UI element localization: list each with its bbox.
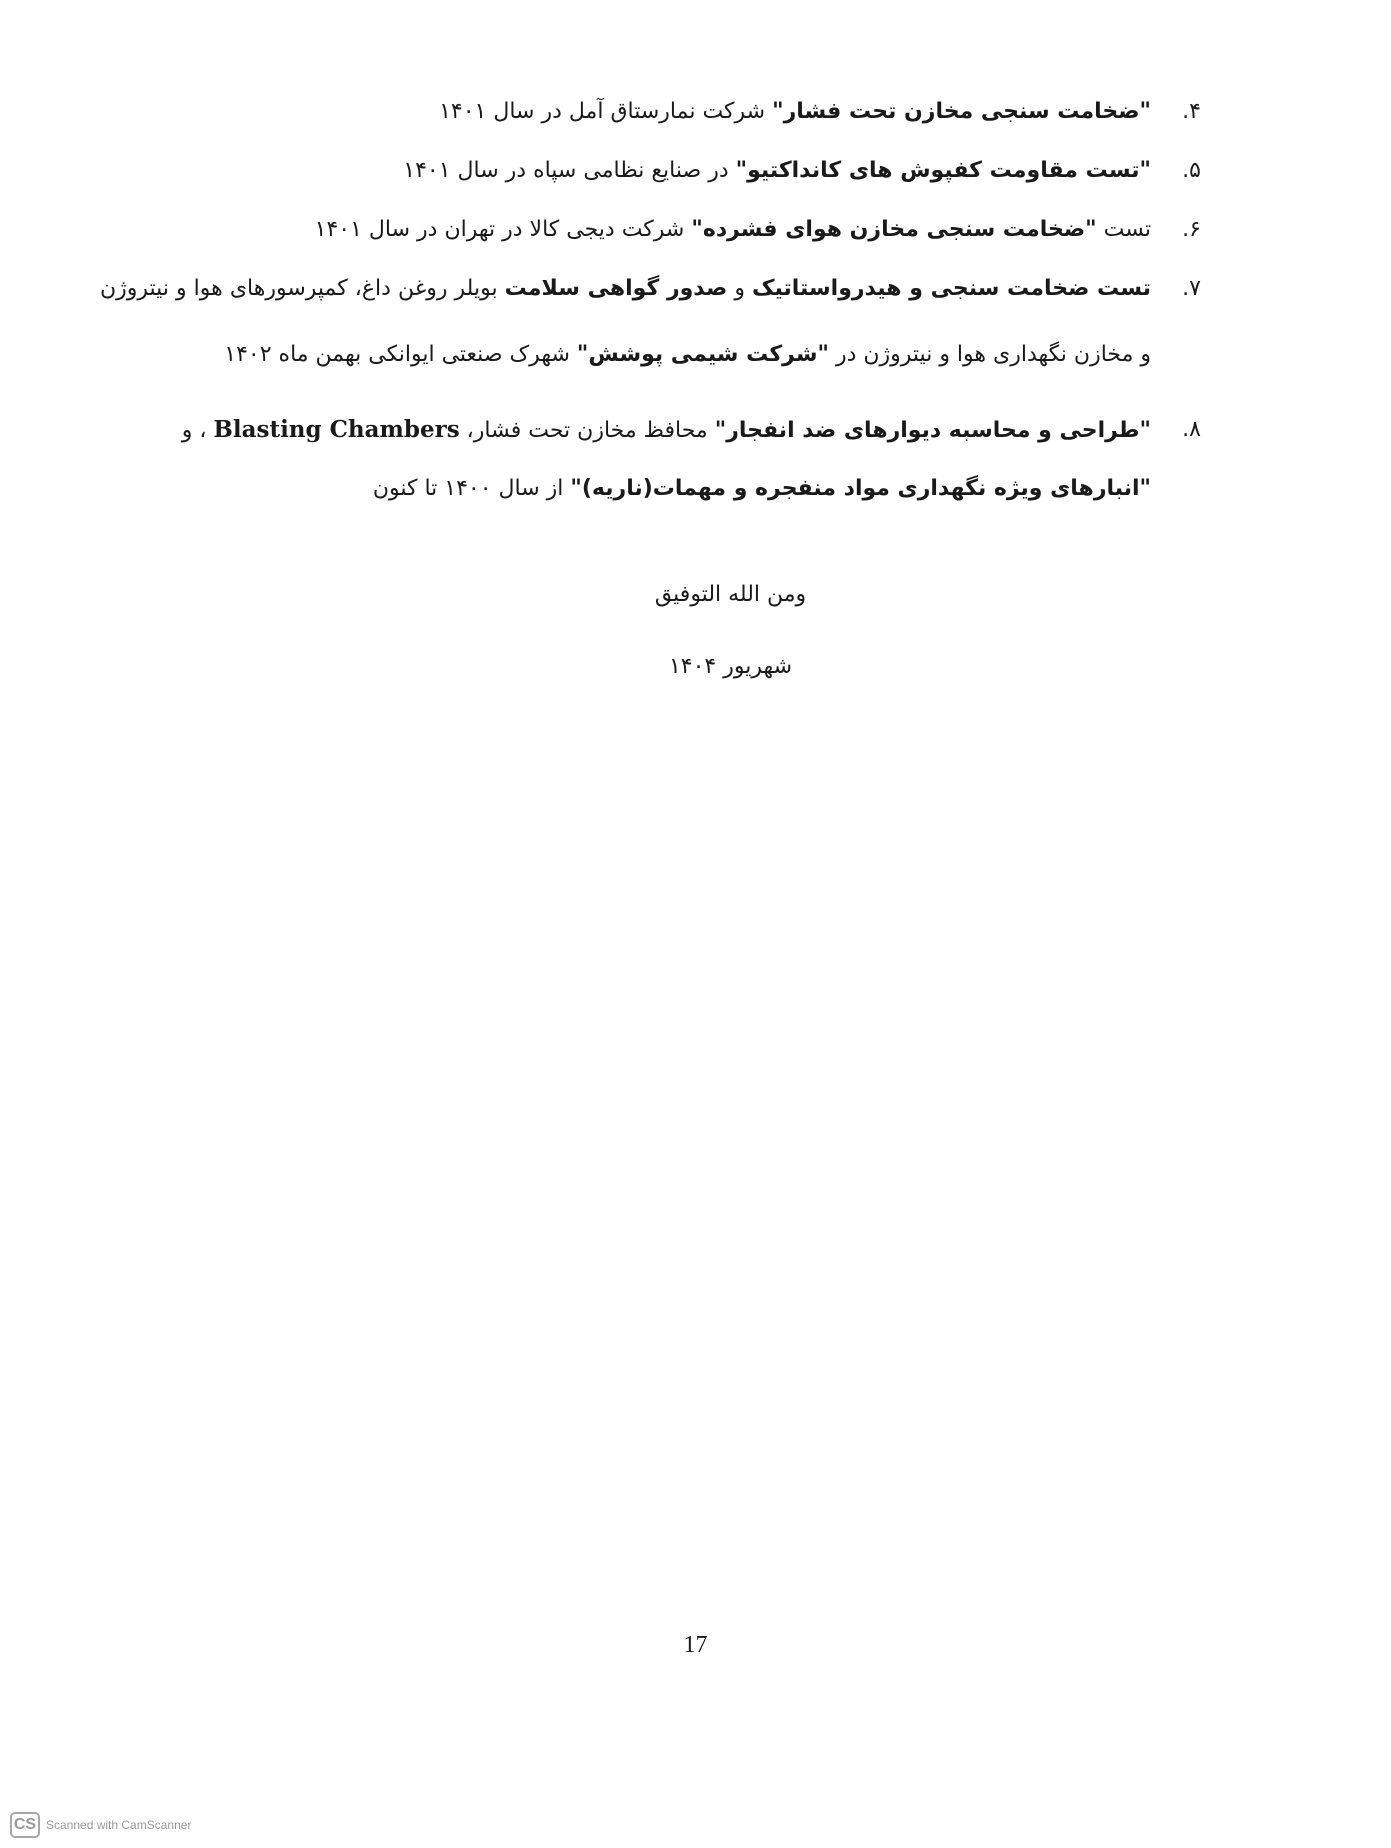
- watermark-text: Scanned with CamScanner: [46, 1818, 192, 1832]
- item-title: طراحی و محاسبه دیوارهای ضد انفجار: [726, 418, 1140, 443]
- scanner-watermark: [10, 1812, 191, 1838]
- item-number: ۶.: [1182, 217, 1201, 242]
- item-text: "طراحی و محاسبه دیوارهای ضد انفجار" محافظ مخازن تحت فشار، Blasting Chambers ، و "انبارهای ویژه نگهداری مواد منفجره و مهمات(ناریه)" از سال ۱۴۰۰ تا کنون: [181, 416, 1151, 501]
- list-item: [100, 413, 1201, 518]
- item-number: ۸.: [1182, 417, 1201, 442]
- item-text: "ضخامت سنجی مخازن تحت فشار" شرکت نمارستاق آمل در سال ۱۴۰۱: [439, 99, 1151, 124]
- item-text: تست ضخامت سنجی و هیدرواستاتیک و صدور گواهی سلامت بویلر روغن داغ، کمپرسورهای هوا و نیتروژن و مخازن نگهداری هوا و نیتروژن در "شرکت شیمی پوشش" شهرک صنعتی ایوانکی بهمن ماه ۱۴۰۲: [100, 276, 1151, 367]
- camscanner-logo-icon: CS: [10, 1812, 40, 1838]
- list-item: [100, 154, 1201, 188]
- numbered-list: [100, 95, 1201, 543]
- list-item: [100, 213, 1201, 247]
- item-text: تست "ضخامت سنجی مخازن هوای فشرده" شرکت دیجی کالا در تهران در سال ۱۴۰۱: [314, 217, 1151, 242]
- closing-date: شهریور ۱۴۰۴: [668, 654, 793, 679]
- list-item: [100, 272, 1201, 388]
- item-number: ۵.: [1182, 158, 1201, 183]
- item-title: ضخامت سنجی مخازن هوای فشرده: [702, 217, 1086, 242]
- latin-term: Blasting Chambers: [213, 416, 460, 443]
- item-number: ۷.: [1182, 276, 1201, 301]
- company-name: شرکت شیمی پوشش: [588, 342, 818, 367]
- item-number: ۴.: [1182, 99, 1201, 124]
- list-item: [100, 95, 1201, 129]
- page-number: 17: [683, 1632, 708, 1658]
- item-title: ضخامت سنجی مخازن تحت فشار: [783, 99, 1140, 124]
- closing-blessing: ومن الله التوفیق: [654, 582, 807, 607]
- item-text: "تست مقاومت کفپوش های کانداکتیو" در صنایع نظامی سپاه در سال ۱۴۰۱: [403, 158, 1151, 183]
- item-title: تست ضخامت سنجی و هیدرواستاتیک: [752, 276, 1151, 301]
- item-title: تست مقاومت کفپوش های کانداکتیو: [747, 158, 1140, 183]
